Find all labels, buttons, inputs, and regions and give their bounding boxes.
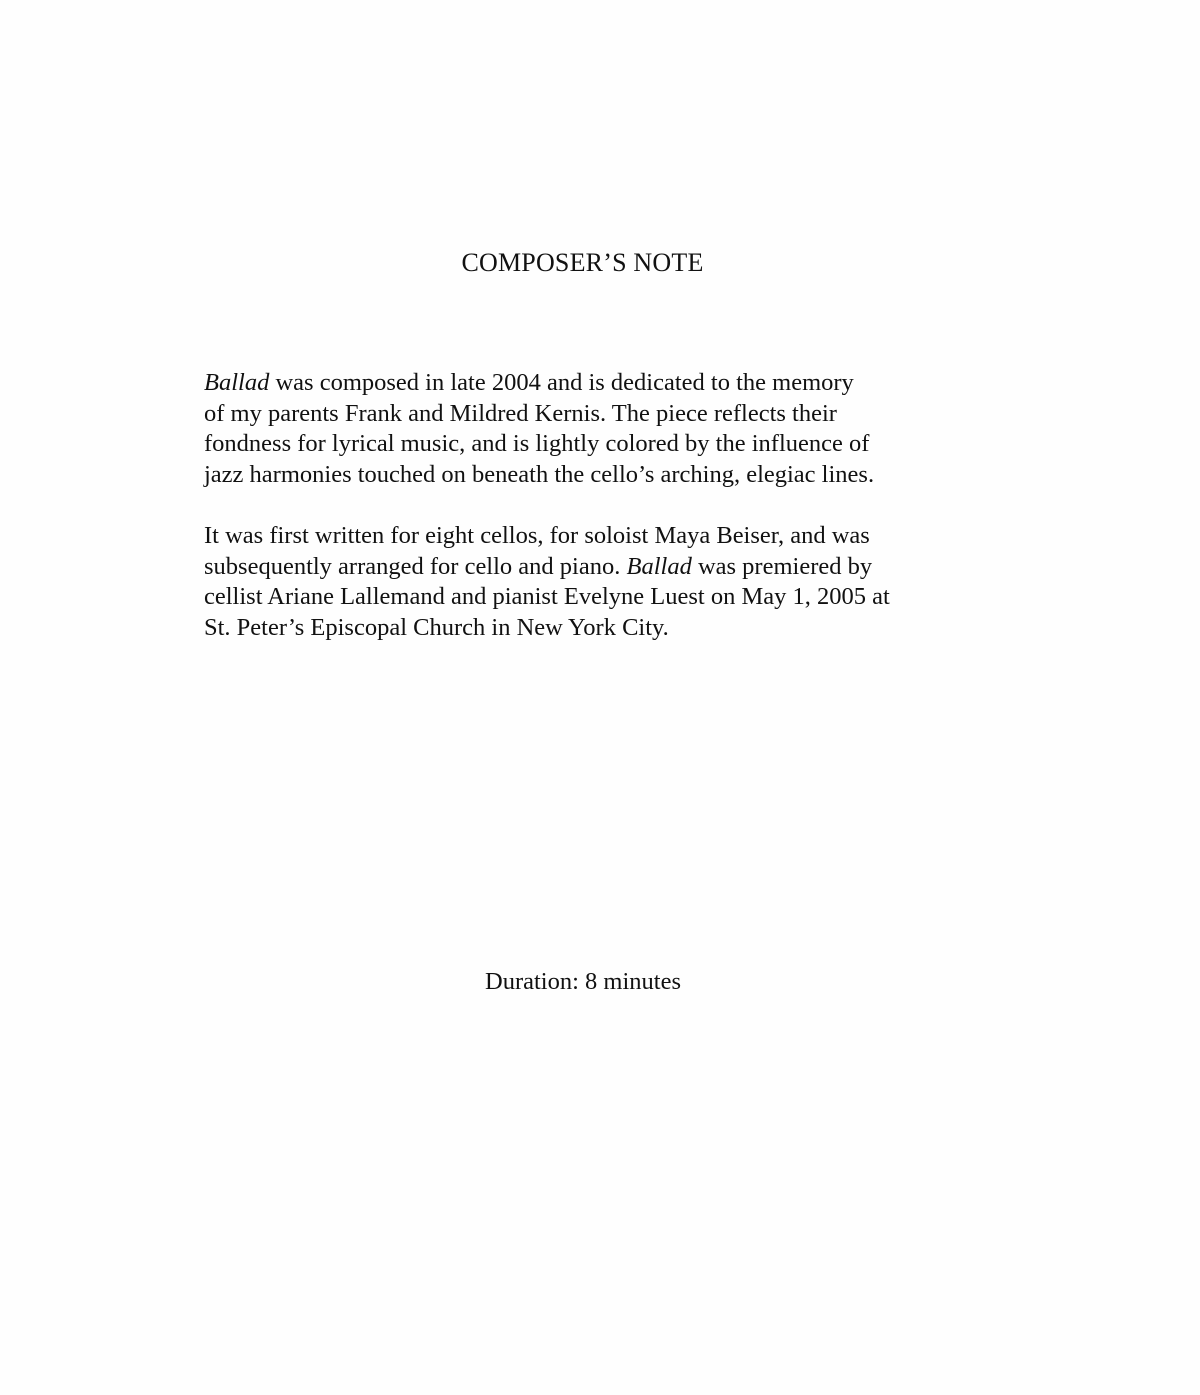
composition-paragraph xyxy=(204,368,984,490)
paragraph-line: jazz harmonies touched on beneath the cello’s arching, elegiac lines. xyxy=(204,460,875,488)
paragraph-line: fondness for lyrical music, and is lightly colored by the influence of xyxy=(204,430,870,457)
paragraph-line: It was first written for eight cellos, for soloist Maya Beiser, and was xyxy=(204,522,870,549)
paragraph-line: of my parents Frank and Mildred Kernis. The piece reflects their xyxy=(204,399,837,427)
line-text: was premiered by xyxy=(691,552,873,580)
work-title-italic: Ballad xyxy=(204,369,270,396)
paragraph-line xyxy=(204,368,984,399)
line-text: was composed in late 2004 and is dedicated to the memory xyxy=(269,369,854,396)
duration-text: Duration: 8 minutes xyxy=(485,968,681,995)
paragraph-line xyxy=(204,552,984,583)
premiere-paragraph xyxy=(204,521,984,643)
page-title: COMPOSER’S NOTE xyxy=(461,248,704,277)
line-text: subsequently arranged for cello and piano. xyxy=(204,552,627,580)
paragraph-line: St. Peter’s Episcopal Church in New York City. xyxy=(204,613,669,641)
paragraph-line: cellist Ariane Lallemand and pianist Evelyne Luest on May 1, 2005 at xyxy=(204,583,890,610)
work-title-italic: Ballad xyxy=(626,552,692,580)
